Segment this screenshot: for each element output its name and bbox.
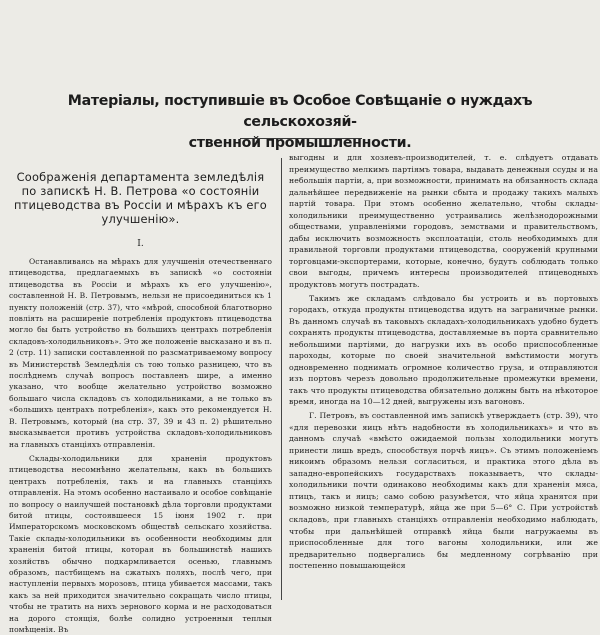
paragraph: Останавливаясь на мѣрахъ для улучшенія отечественнаго птицеводства, предлагаемыхъ въ запискѣ «о состояніи птицеводства въ Россіи и мѣрахъ къ его улучшенію», составленной Н. В. Петровымъ, нельзя не присоединиться къ 1 пункту положеній (стр. 37), что «мѣрой, способной благотворно повліять на расширеніе потребленія продуктовъ птицеводства могло бы быть устройство въ большихъ центрахъ потребленія складовъ-холодильниковъ». Это же положеніе высказано и въ п. 2 (стр. 11) записки составленной по разсматриваемому вопросу въ Министерствѣ Земледѣлія съ тою только разницею, что въ послѣднемъ случаѣ вопросъ поставленъ шире, а именно указано, что вообще желательно устройство возможно большаго числа складовъ съ холодильниками, а не только въ «большихъ центрахъ потребленія», какъ это рекомендуется Н. В. Петровымъ, который (на стр. 37, 39 и 43 п. 2) рѣшительно высказывается противъ устройства складовъ-холодильниковъ на главныхъ станціяхъ отправленія.	[9, 257, 272, 449]
paragraph: Склады-холодильники для храненія продуктовъ птицеводства несомнѣнно желательны, какъ въ большихъ центрахъ потребленія, такъ и на главныхъ станціяхъ отправленія. На этомъ особенно настаивало и особое совѣщаніе по вопросу о наилучшей постановкѣ дѣла торговли продуктами битой птицы, состоявшееся 15 іюня 1902 г. при Императорскомъ московскомъ обществѣ сельскаго хозяйства. Такіе склады-холодильники въ особенности необходимы для храненія битой птицы, которая въ большинствѣ нашихъ хозяйствъ обычно подкармливается осенью, главнымъ образомъ, пастбищемъ на сжатыхъ поляхъ, послѣ чего, при наступленіи первыхъ морозовъ, птица убивается массами, такъ какъ за ней приходится значительно сокращать число птицы, чтобы не тратить на нихъ зернового корма и не расходоваться на дорого стоящія, болѣе солидно устроенныя теплыя помѣщенія. Въ	[9, 453, 272, 634]
left-column	[9, 158, 272, 634]
paragraph: выгодны и для хозяевъ-производителей, т. е. слѣдуетъ отдавать преимущество мелкимъ партіямъ товара, выдавать денежныя ссуды и на небольшія партіи, а, при возможности, принимать на обязанность склада дальнѣйшее передвиженіе на рынки сбыта и продажу такихъ малыхъ партій товара. При этомъ особенно желательно, чтобы склады-холодильники преимущественно устраивались желѣзнодорожными обществами, управленіями городовъ, земствами и правительствомъ, дабы исключить возможность эксплоатаціи, столь необходимыхъ для правильной торговли продуктами птицеводства, сооруженій крупными торговцами-экспортерами, которые, конечно, будутъ соблюдать только свои выгоды, причемъ интересы производителей птицеводныхъ продуктовъ могутъ пострадать.	[289, 153, 598, 290]
title-divider	[240, 138, 362, 139]
main-title-line-1: Матеріалы, поступившіе въ Особое Совѣщаніе о нуждахъ сельскохозяй-	[67, 93, 533, 130]
section-number: I.	[137, 239, 144, 249]
main-title-line-2: ственной промышленности.	[188, 135, 412, 151]
column-divider	[281, 158, 282, 600]
paragraph: Такимъ же складамъ слѣдовало бы устроить и въ портовыхъ городахъ, откуда продукты птицеводства идутъ на заграничные рынки. Въ данномъ случаѣ въ таковыхъ складахъ-холодильникахъ удобно будетъ сохранять продукты птицеводства, доставляемые въ порта сравнительно небольшими партіями, до нагрузки ихъ въ особо приспособленные пароходы, которые по своей значительной вмѣстимости могутъ одновременно поднимать огромное количество груза, и отправляются изъ портовъ черезъ довольно продолжительные промежутки времени, такъ что продукты птицеводства обязательно должны быть на нѣкоторое время, иногда на 10—12 дней, выгружены изъ вагоновъ.	[289, 293, 598, 407]
right-column	[289, 152, 598, 594]
paragraph: Г. Петровъ, въ составленной имъ запискѣ утверждаетъ (стр. 39), что «для перевозки яицъ нѣтъ надобности въ холодильникахъ» и что въ данномъ случаѣ «вмѣсто ожидаемой пользы холодильники могутъ принести лишь вредъ, способствуя порчѣ яицъ». Съ этимъ положеніемъ никоимъ образомъ нельзя согласиться, и практика этого дѣла въ западно-европейскихъ государствахъ показываетъ, что склады-холодильники почти одинаково необходимы какъ для храненія мяса, птицъ, такъ и яицъ; само собою разумѣется, что яйца хранятся при возможно низкой температурѣ, яйца же при 5—6° С. При устройствѣ складовъ, при главныхъ станціяхъ отправленія необходимо наблюдать, чтобы при дальнѣйшей отправкѣ яйца были нагружаемы въ приспособленные для того вагоны холодильники, или же предварительно подвергались бы медленному согрѣванію при постепенно повышающейся	[289, 411, 598, 571]
main-title	[14, 91, 586, 154]
article-heading: Соображенія департамента земледѣлія по запискѣ Н. В. Петрова «о состояніи птицеводства въ Россіи и мѣрахъ къ его улучшенію».	[14, 170, 267, 226]
